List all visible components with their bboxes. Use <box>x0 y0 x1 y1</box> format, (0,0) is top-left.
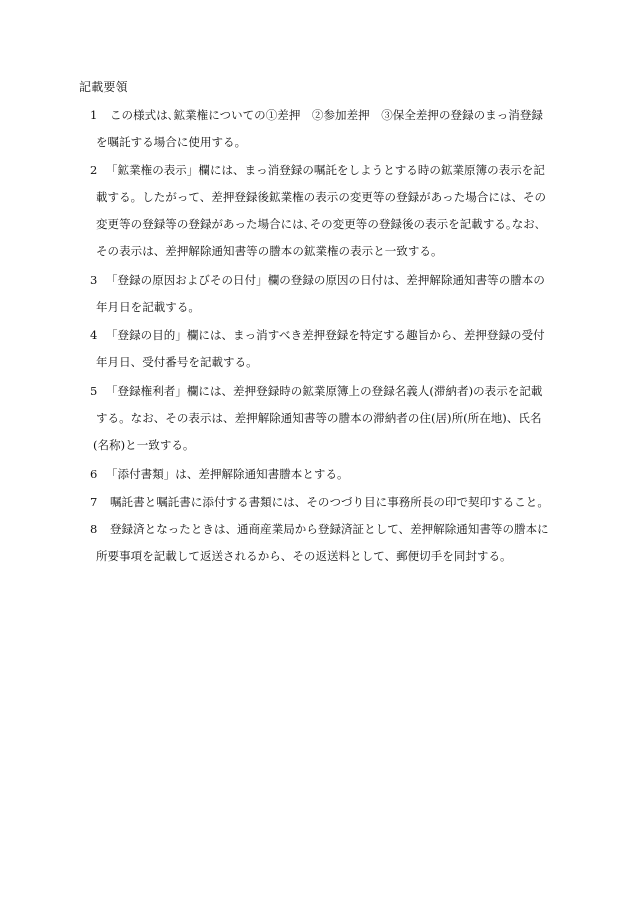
item-line: (名称)と一致する。 <box>93 438 195 452</box>
document-heading: 記載要領 <box>79 80 128 94</box>
item-line: する。なお、その表示は、差押解除通知書等の謄本の滞納者の住(居)所(所在地)、氏名 <box>96 411 542 425</box>
item-line: を嘱託する場合に使用する。 <box>96 135 247 149</box>
item-number: 7 <box>90 495 98 509</box>
item-number: 8 <box>90 522 98 536</box>
item-line: 載する。したがって、差押登録後鉱業権の表示の変更等の登録があった場合には、その <box>96 190 547 204</box>
item-line: 「鉱業権の表示」欄には、まっ消登録の嘱託をしようとする時の鉱業原簿の表示を記 <box>106 163 545 177</box>
item-line: この様式は､鉱業権についての①差押 ②参加差押 ③保全差押の登録のまっ消登録 <box>110 108 543 122</box>
item-number: 6 <box>90 467 98 481</box>
item-number: 3 <box>90 273 98 287</box>
item-line: 年月日を記載する。 <box>96 300 200 314</box>
item-line: 「登録の目的」欄には、まっ消すべき差押登録を特定する趣旨から、差押登録の受付 <box>106 328 545 342</box>
item-line: 「登録の原因およびその日付」欄の登録の原因の日付は、差押解除通知書等の謄本の <box>106 273 545 287</box>
item-line: 変更等の登録等の登録があった場合には､その変更等の登録後の表示を記載する｡なお､ <box>96 217 541 231</box>
item-number: 1 <box>90 108 98 122</box>
item-line: 登録済となったときは、通商産業局から登録済証として、差押解除通知書等の謄本に <box>110 522 549 536</box>
item-number: 5 <box>90 384 98 398</box>
item-line: 「登録権利者」欄には、差押登録時の鉱業原簿上の登録名義人(滞納者)の表示を記載 <box>106 384 543 398</box>
item-line: 嘱託書と嘱託書に添付する書類には、そのつづり目に事務所長の印で契印すること。 <box>110 495 549 509</box>
item-number: 2 <box>90 163 98 177</box>
item-number: 4 <box>90 328 98 342</box>
item-line: 「添付書類」は、差押解除通知書謄本とする。 <box>106 467 349 481</box>
item-line: 所要事項を記載して返送されるから、その返送料として、郵便切手を同封する。 <box>96 549 512 563</box>
item-line: その表示は、差押解除通知書等の謄本の鉱業権の表示と一致する。 <box>96 244 443 258</box>
item-line: 年月日、受付番号を記載する。 <box>96 355 258 369</box>
